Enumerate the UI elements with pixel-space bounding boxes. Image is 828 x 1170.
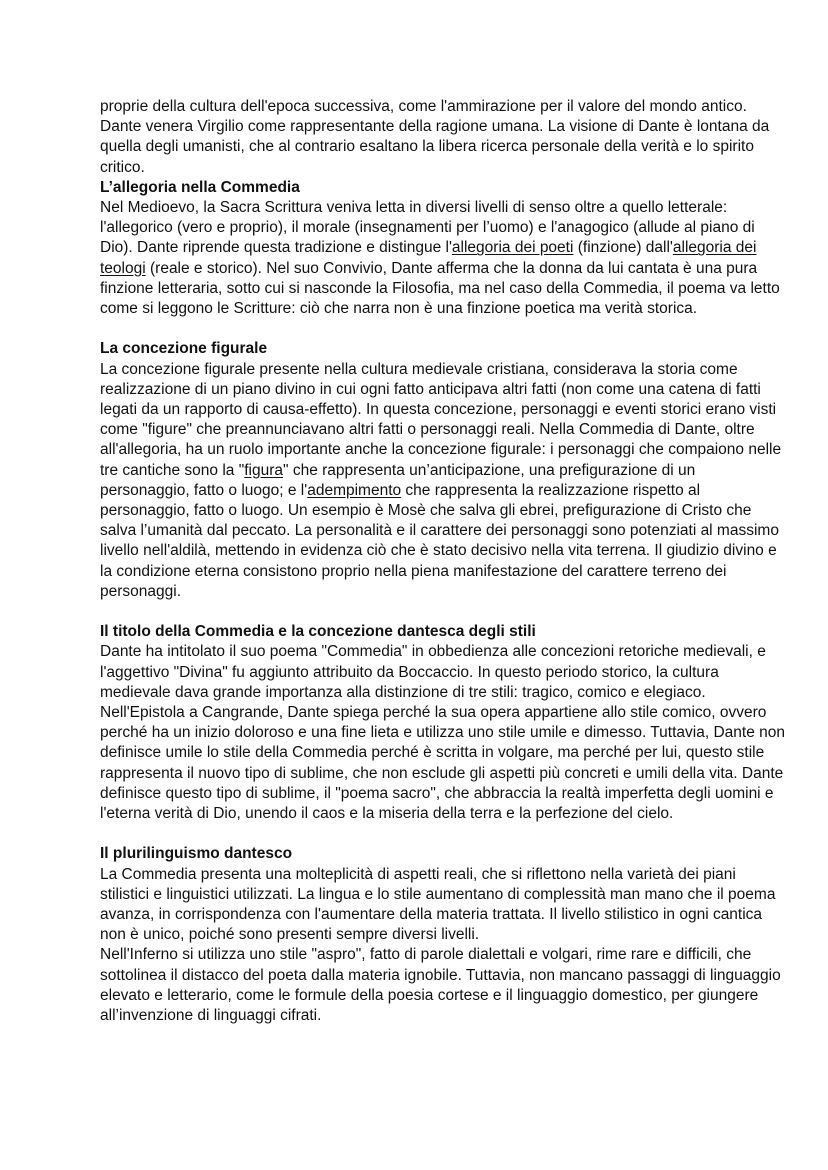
section-title-figurale: La concezione figurale xyxy=(100,340,268,358)
section-title-titolo: Il titolo della Commedia e la concezione dantesca degli stili xyxy=(100,623,536,641)
allegoria-poeti-term: allegoria dei poeti xyxy=(451,239,574,257)
figurale-paragraph: La concezione figurale presente nella cultura medievale cristiana, considerava la storia come realizzazione di un piano divino in cui ogni fatto anticipava altri fatti (non come una catena di fatti legati da un rapporto di causa-effetto). In questa concezione, personaggi e eventi storici erano visti come "figure" che preannunciavano altri fatti o personaggi reali. Nella Commedia di Dante, oltre all'allegoria, ha un ruolo importante anche la concezione figurale: i personaggi che compaiono nelle tre cantiche sono la "figura" che rappresenta un’anticipazione, una prefigurazione di un personaggio, fatto o luogo; e l'adempimento che rappresenta la realizzazione rispetto al personaggio, fatto o luogo. Un esempio è Mosè che salva gli ebrei, prefigurazione di Cristo che salva l’umanità dal peccato. La personalità e il carattere dei personaggi sono potenziati al massimo livello nell'aldilà, mettendo in evidenza ciò che è stato decisivo nella vita terrena. Il giudizio divino e la condizione eterna consistono proprio nella piena manifestazione del carattere terreno dei personaggi. xyxy=(100,360,782,600)
plurilinguismo-paragraph-1: La Commedia presenta una molteplicità di aspetti reali, che si riflettono nella varietà dei piani stilistici e linguistici utilizzati. La lingua e lo stile aumentano di complessità man mano che il poema avanza, in corrispondenza con l'aumentare della materia trattata. Il livello stilistico in ogni cantica non è unico, poiché sono presenti sempre diversi livelli. xyxy=(100,865,776,944)
section-title-allegoria: L’allegoria nella Commedia xyxy=(100,178,300,196)
intro-paragraph: proprie della cultura dell'epoca successiva, come l'ammirazione per il valore del mondo antico. Dante venera Virgilio come rappresentante della ragione umana. La visione di Dante è lontana da quella degli umanisti, che al contrario esaltano la libera ricerca personale della verità e lo spirito critico. xyxy=(100,98,770,176)
allegoria-paragraph: Nel Medioevo, la Sacra Scrittura veniva letta in diversi livelli di senso oltre a quello letterale: l'allegorico (vero e proprio), il morale (insegnamenti per l’uomo) e l'anagogico (allude al piano di Dio). Dante riprende questa tradizione e distingue l'allegoria dei poeti (finzione) dall'allegoria dei teologi (reale e storico). Nel suo Convivio, Dante afferma che la donna da lui cantata è una pura finzione letteraria, sotto cui si nasconde la Filosofia, ma nel caso della Commedia, il poema va letto come si leggono le Scritture: ciò che narra non è una finzione poetica ma verità storica. xyxy=(100,199,780,318)
paragraph-gap xyxy=(100,602,788,622)
paragraph-gap xyxy=(100,319,788,339)
paragraph-gap xyxy=(100,824,788,844)
titolo-paragraph: Dante ha intitolato il suo poema "Commedia" in obbedienza alle concezioni retoriche medievali, e l'aggettivo "Divina" fu aggiunto attribuito da Boccaccio. In questo periodo storico, la cultura medievale dava grande importanza alla distinzione di tre stili: tragico, comico e elegiaco. Nell'Epistola a Cangrande, Dante spiega perché la sua opera appartiene allo stile comico, ovvero perché ha un inizio doloroso e una fine lieta e utilizza uno stile umile e dimesso. Tuttavia, Dante non definisce umile lo stile della Commedia perché è scritta in volgare, ma perché per lui, questo stile rappresenta il nuovo tipo di sublime, che non esclude gli aspetti più concreti e umili della vita. Dante definisce questo tipo di sublime, il "poema sacro", che abbraccia la realtà imperfetta degli uomini e l'eterna verità di Dio, unendo il caos e la miseria della terra e la perfezione del cielo. xyxy=(100,643,785,823)
section-title-plurilinguismo: Il plurilinguismo dantesco xyxy=(100,845,293,863)
adempimento-term: adempimento xyxy=(307,481,402,499)
plurilinguismo-paragraph-2: Nell'Inferno si utilizza uno stile "aspro", fatto di parole dialettali e volgari, rime rare e difficili, che sottolinea il distacco del poeta dalla materia ignobile. Tuttavia, non mancano passaggi di linguaggio elevato e letterario, come le formule della poesia cortese e il linguaggio domestico, per giungere all’invenzione di linguaggi cifrati. xyxy=(100,946,781,1025)
allegoria-teologi-term: allegoria dei teologi xyxy=(100,239,757,277)
figura-term: figura xyxy=(244,461,284,479)
